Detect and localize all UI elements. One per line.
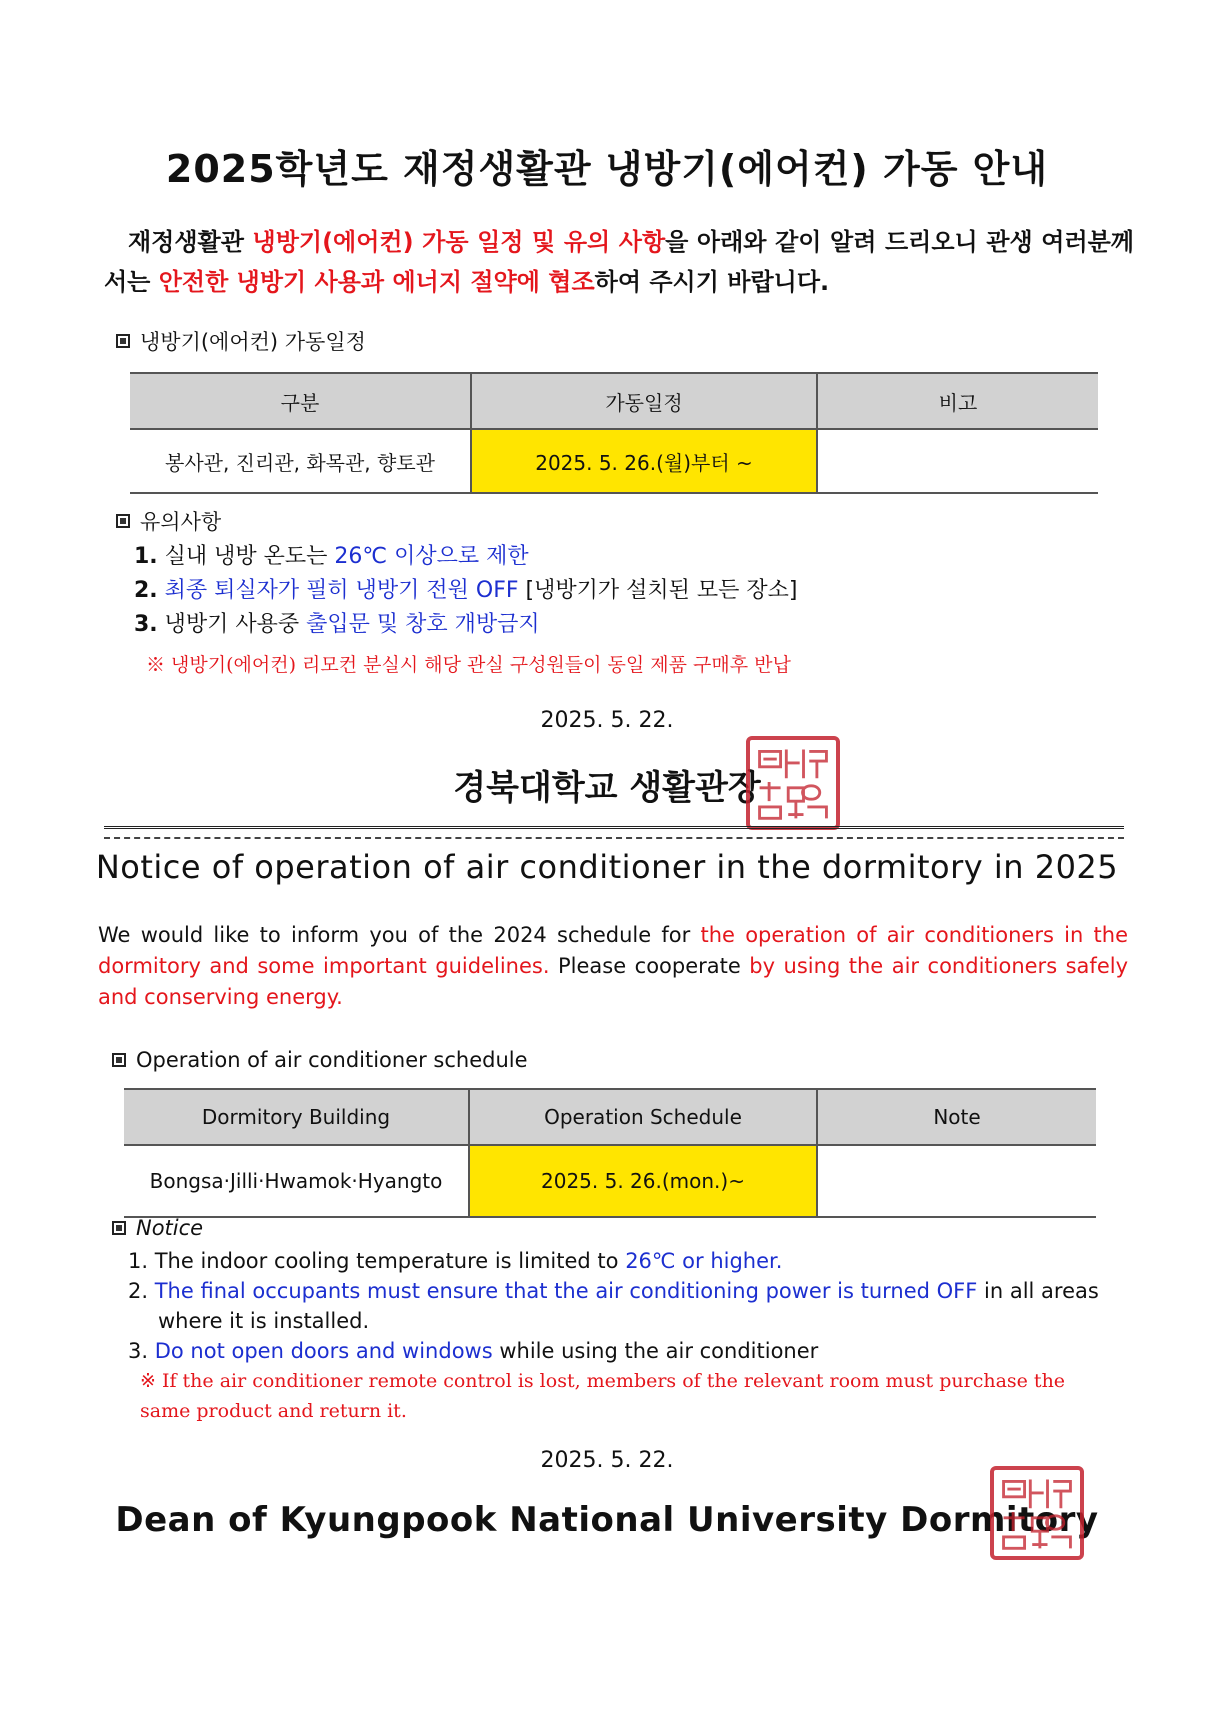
table-header: 가동일정 — [471, 373, 817, 429]
seal-icon — [750, 740, 836, 826]
table-header: Note — [817, 1089, 1096, 1145]
table-header: 비고 — [817, 373, 1098, 429]
notes-list-english — [128, 1246, 1120, 1366]
table-cell-schedule: 2025. 5. 26.(mon.)~ — [469, 1145, 817, 1217]
intro-emphasis: 안전한 냉방기 사용과 에너지 절약에 협조 — [158, 268, 595, 296]
list-item — [134, 574, 1114, 608]
schedule-table-korean — [130, 372, 1098, 494]
list-item — [128, 1246, 1120, 1276]
table-row — [124, 1145, 1096, 1217]
date-english: 2025. 5. 22. — [540, 1448, 674, 1473]
item-number: 3. — [134, 612, 158, 637]
item-text: in all areas where it is installed. — [158, 1279, 1099, 1333]
schedule-heading-english — [112, 1048, 528, 1072]
schedule-heading-korean — [116, 326, 366, 356]
official-seal — [990, 1466, 1084, 1560]
intro-emphasis: by using the air conditioners safely and conserving energy. — [98, 954, 1129, 1009]
signature-korean: 경북대학교 생활관장 — [453, 768, 761, 808]
item-emphasis: 26℃ 이상으로 제한 — [334, 544, 529, 569]
date-korean: 2025. 5. 22. — [540, 708, 674, 733]
table-row — [130, 429, 1098, 493]
list-item — [134, 540, 1114, 574]
item-text: while using the air conditioner — [492, 1339, 819, 1363]
official-seal — [746, 736, 840, 830]
item-emphasis: Do not open doors and windows — [154, 1339, 493, 1363]
item-emphasis: 출입문 및 창호 개방금지 — [306, 612, 540, 637]
intro-emphasis: the operation of air conditioners in the dormitory and some important guidelines. — [98, 923, 1128, 978]
list-item — [134, 608, 1114, 642]
item-number: 1. — [128, 1249, 149, 1273]
table-cell-note — [817, 429, 1098, 493]
footnote-english: ※ If the air conditioner remote control is lost, members of the relevant room must purchase the same product and return it. — [140, 1370, 1066, 1422]
table-header: Operation Schedule — [469, 1089, 817, 1145]
item-emphasis: 최종 퇴실자가 필히 냉방기 전원 OFF — [164, 578, 519, 603]
item-text: The indoor cooling temperature is limited to — [154, 1249, 626, 1273]
square-bullet-icon — [112, 1221, 126, 1235]
footnote-korean: ※ 냉방기(에어컨) 리모컨 분실시 해당 관실 구성원들이 동일 제품 구매후 반납 — [146, 654, 791, 676]
section-divider — [104, 826, 1124, 839]
intro-text: 을 아래와 같이 알려 드리오니 관생 여러분께서는 — [104, 228, 1134, 296]
notes-heading-text: Notice — [136, 1216, 204, 1240]
intro-text: Please cooperate — [549, 954, 750, 978]
table-cell-note — [817, 1145, 1096, 1217]
list-item — [128, 1336, 1120, 1366]
schedule-heading-text: Operation of air conditioner schedule — [136, 1048, 528, 1072]
table-header-row — [130, 373, 1098, 429]
item-emphasis: 26℃ or higher. — [625, 1249, 783, 1273]
schedule-heading-text: 냉방기(에어컨) 가동일정 — [140, 330, 366, 354]
seal-icon — [994, 1470, 1080, 1556]
item-emphasis: The final occupants must ensure that the air conditioning power is turned OFF — [154, 1279, 978, 1303]
intro-paragraph-english — [98, 920, 1128, 1013]
page-title-english: Notice of operation of air conditioner in the dormitory in 2025 — [95, 848, 1119, 886]
item-text: [냉방기가 설치된 모든 장소] — [518, 578, 798, 603]
item-number: 3. — [128, 1339, 149, 1363]
table-header: 구분 — [130, 373, 471, 429]
square-bullet-icon — [116, 514, 130, 528]
table-header: Dormitory Building — [124, 1089, 469, 1145]
intro-text: We would like to inform you of the 2024 schedule for — [98, 923, 701, 947]
intro-emphasis: 냉방기(에어컨) 가동 일정 및 유의 사항 — [252, 228, 666, 256]
intro-text: 재정생활관 — [128, 228, 253, 256]
signature-english: Dean of Kyungpook National University Dormitory — [115, 1500, 1099, 1540]
page-title-korean: 2025학년도 재정생활관 냉방기(에어컨) 가동 안내 — [165, 147, 1049, 191]
list-item — [128, 1276, 1120, 1336]
square-bullet-icon — [116, 334, 130, 348]
table-cell-buildings: 봉사관, 진리관, 화목관, 향토관 — [130, 429, 471, 493]
item-number: 2. — [128, 1279, 149, 1303]
item-text: 실내 냉방 온도는 — [164, 544, 335, 569]
table-cell-schedule: 2025. 5. 26.(월)부터 ~ — [471, 429, 817, 493]
item-text: 냉방기 사용중 — [164, 612, 307, 637]
notes-heading-english — [112, 1216, 203, 1240]
notes-heading-text: 유의사항 — [140, 510, 222, 534]
item-number: 2. — [134, 578, 158, 603]
intro-paragraph-korean — [104, 222, 1134, 302]
item-number: 1. — [134, 544, 158, 569]
table-header-row — [124, 1089, 1096, 1145]
square-bullet-icon — [112, 1053, 126, 1067]
schedule-table-english — [124, 1088, 1096, 1218]
notes-heading-korean — [116, 506, 221, 536]
notes-list-korean — [134, 540, 1114, 642]
table-cell-buildings: Bongsa·Jilli·Hwamok·Hyangto — [124, 1145, 469, 1217]
intro-text: 하여 주시기 바랍니다. — [594, 268, 830, 296]
